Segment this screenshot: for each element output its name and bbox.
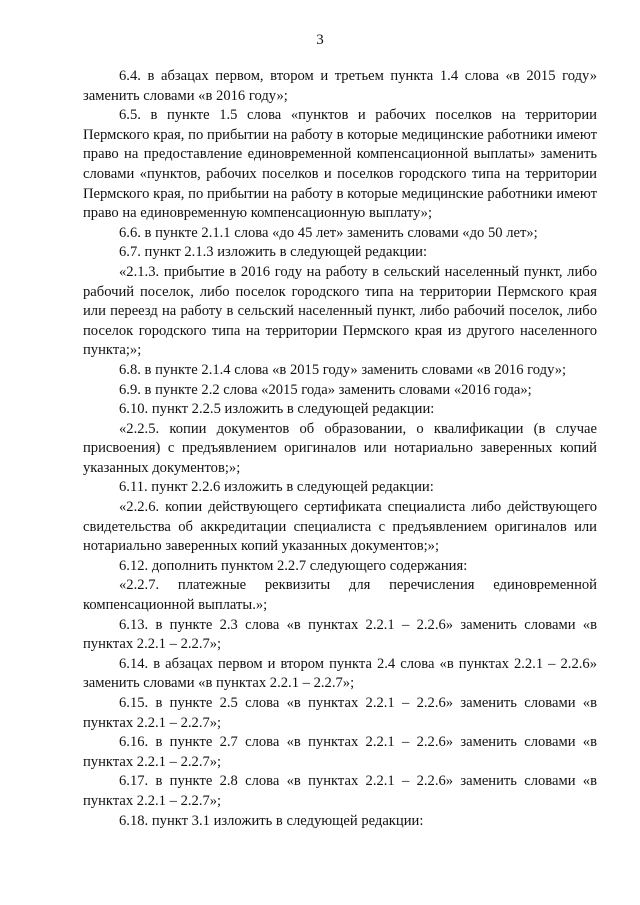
paragraph-6-16: 6.16. в пункте 2.7 слова «в пунктах 2.2.1 – 2.2.6» заменить словами «в пунктах 2.2.1 – 2.2.7»; <box>83 734 597 770</box>
paragraph-6-6: 6.6. в пункте 2.1.1 слова «до 45 лет» заменить словами «до 50 лет»; <box>119 224 538 241</box>
paragraph-6-5: 6.5. в пункте 1.5 слова «пунктов и рабочих поселков на территории Пермского края, по прибытии на работу в которые медицинские работники имеют право на предоставление единовременной компенсационной выплаты» заменить словами «пунктов, рабочих поселков и поселков городского типа на территории Пермского края, по прибытии на работу в которые медицинские работники имеют право на единовременную компенсационную выплату»; <box>83 107 597 222</box>
quote-2-2-7: «2.2.7. платежные реквизиты для перечисления единовременной компенсационной выплаты.»; <box>83 577 597 614</box>
paragraph-6-13: 6.13. в пункте 2.3 слова «в пунктах 2.2.1 – 2.2.6» заменить словами «в пунктах 2.2.1 – 2.2.7»; <box>83 616 597 653</box>
paragraph-6-10: 6.10. пункт 2.2.5 изложить в следующей редакции: <box>119 401 435 418</box>
paragraph-6-17: 6.17. в пункте 2.8 слова «в пунктах 2.2.1 – 2.2.6» заменить словами «в пунктах 2.2.1 – 2.2.7»; <box>83 773 597 809</box>
page-number: 3 <box>316 32 324 48</box>
quote-2-2-6: «2.2.6. копии действующего сертификата специалиста либо действующего свидетельства об аккредитации специалиста с предъявлением оригиналов или нотариально заверенных копий указанных документов;»; <box>83 499 597 555</box>
quote-2-1-3: «2.1.3. прибытие в 2016 году на работу в сельский населенный пункт, либо рабочий поселок, либо поселок городского типа на территории Пермского края или переезд на работу в сельский населенный пункт, либо рабочий поселок, либо поселок городского типа на территории Пермского края из другого населенного пункта;»; <box>83 263 597 359</box>
paragraph-6-18: 6.18. пункт 3.1 изложить в следующей редакции: <box>119 812 424 829</box>
paragraph-6-9: 6.9. в пункте 2.2 слова «2015 года» заменить словами «2016 года»; <box>119 381 532 398</box>
paragraph-6-8: 6.8. в пункте 2.1.4 слова «в 2015 году» заменить словами «в 2016 году»; <box>119 361 567 378</box>
paragraph-6-4: 6.4. в абзацах первом, втором и третьем пункта 1.4 слова «в 2015 году» заменить словами «в 2016 году»; <box>83 68 597 104</box>
paragraph-6-14: 6.14. в абзацах первом и втором пункта 2.4 слова «в пунктах 2.2.1 – 2.2.6» заменить словами «в пунктах 2.2.1 – 2.2.7»; <box>83 655 597 692</box>
paragraph-6-15: 6.15. в пункте 2.5 слова «в пунктах 2.2.1 – 2.2.6» заменить словами «в пунктах 2.2.1 – 2.2.7»; <box>83 695 597 731</box>
paragraph-6-7: 6.7. пункт 2.1.3 изложить в следующей редакции: <box>119 244 428 261</box>
quote-2-2-5: «2.2.5. копии документов об образовании, о квалификации (в случае присвоения) с предъявлением оригиналов или нотариально заверенных копий указанных документов;»; <box>83 420 597 476</box>
paragraph-6-12: 6.12. дополнить пунктом 2.2.7 следующего содержания: <box>119 557 468 574</box>
paragraph-6-11: 6.11. пункт 2.2.6 изложить в следующей редакции: <box>119 479 434 496</box>
document-body <box>83 67 597 831</box>
